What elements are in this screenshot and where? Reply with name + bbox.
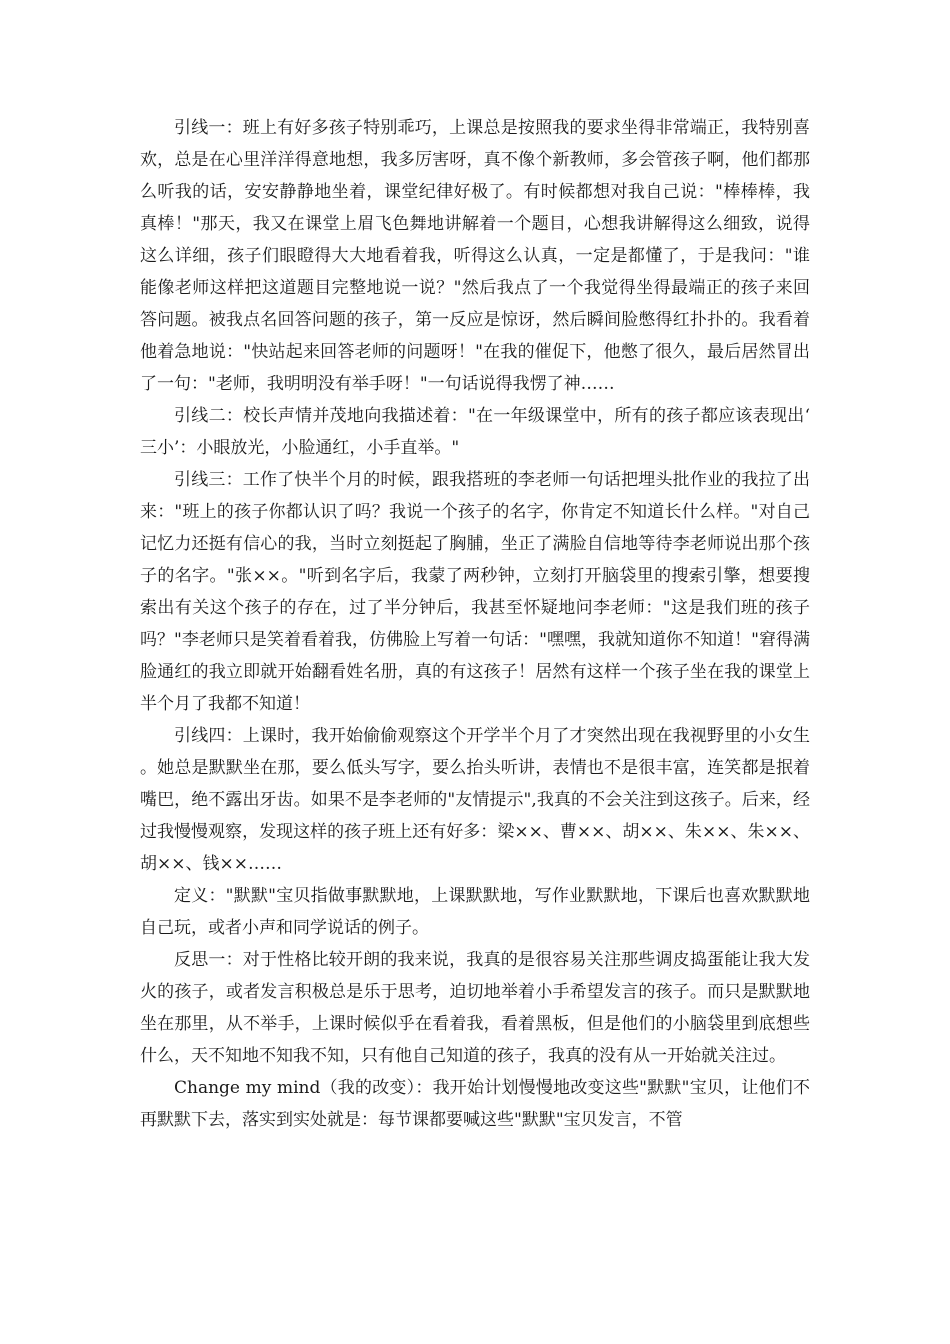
paragraph-definition: 定义："默默"宝贝指做事默默地，上课默默地，写作业默默地，下课后也喜欢默默地自己玩，或者小声和同学说话的例子。 <box>140 886 810 938</box>
document-body <box>140 112 810 1136</box>
paragraph-change-my-mind: Change my mind（我的改变）：我开始计划慢慢地改变这些"默默"宝贝，让他们不再默默下去，落实到实处就是：每节课都要喊这些"默默"宝贝发言，不管 <box>140 1078 810 1130</box>
paragraph-reflection-one: 反思一：对于性格比较开朗的我来说，我真的是很容易关注那些调皮捣蛋能让我大发火的孩子，或者发言积极总是乐于思考，迫切地举着小手希望发言的孩子。而只是默默地坐在那里，从不举手，上课时候似乎在看着我，看着黑板，但是他们的小脑袋里到底想些什么，天不知地不知我不知，只有他自己知道的孩子，我真的没有从一开始就关注过。 <box>140 950 810 1066</box>
paragraph-intro-one: 引线一：班上有好多孩子特别乖巧，上课总是按照我的要求坐得非常端正，我特别喜欢，总是在心里洋洋得意地想，我多厉害呀，真不像个新教师，多会管孩子啊，他们都那么听我的话，安安静静地坐着，课堂纪律好极了。有时候都想对我自己说："棒棒棒，我真棒！"那天，我又在课堂上眉飞色舞地讲解着一个题目，心想我讲解得这么细致，说得这么详细，孩子们眼瞪得大大地看着我，听得这么认真，一定是都懂了，于是我问："谁能像老师这样把这道题目完整地说一说？"然后我点了一个我觉得坐得最端正的孩子来回答问题。被我点名回答问题的孩子，第一反应是惊讶，然后瞬间脸憋得红扑扑的。我看着他着急地说："快站起来回答老师的问题呀！"在我的催促下，他憋了很久，最后居然冒出了一句："老师，我明明没有举手呀！"一句话说得我愣了神…… <box>140 118 810 394</box>
paragraph-intro-three: 引线三：工作了快半个月的时候，跟我搭班的李老师一句话把埋头批作业的我拉了出来："班上的孩子你都认识了吗？我说一个孩子的名字，你肯定不知道长什么样。"对自己记忆力还挺有信心的我，当时立刻挺起了胸脯，坐正了满脸自信地等待李老师说出那个孩子的名字。"张××。"听到名字后，我蒙了两秒钟，立刻打开脑袋里的搜索引擎，想要搜索出有关这个孩子的存在，过了半分钟后，我甚至怀疑地问李老师："这是我们班的孩子吗？"李老师只是笑着看着我，仿佛脸上写着一句话："嘿嘿，我就知道你不知道！"窘得满脸通红的我立即就开始翻看姓名册，真的有这孩子！居然有这样一个孩子坐在我的课堂上半个月了我都不知道！ <box>140 470 810 714</box>
paragraph-intro-four: 引线四：上课时，我开始偷偷观察这个开学半个月了才突然出现在我视野里的小女生。她总是默默坐在那，要么低头写字，要么抬头听讲，表情也不是很丰富，连笑都是抿着嘴巴，绝不露出牙齿。如果不是李老师的"友情提示",我真的不会关注到这孩子。后来，经过我慢慢观察，发现这样的孩子班上还有好多：梁××、曹××、胡××、朱××、朱××、胡××、钱××…… <box>140 726 810 874</box>
paragraph-intro-two: 引线二：校长声情并茂地向我描述着："在一年级课堂中，所有的孩子都应该表现出‘三小’：小眼放光，小脸通红，小手直举。" <box>140 406 810 458</box>
